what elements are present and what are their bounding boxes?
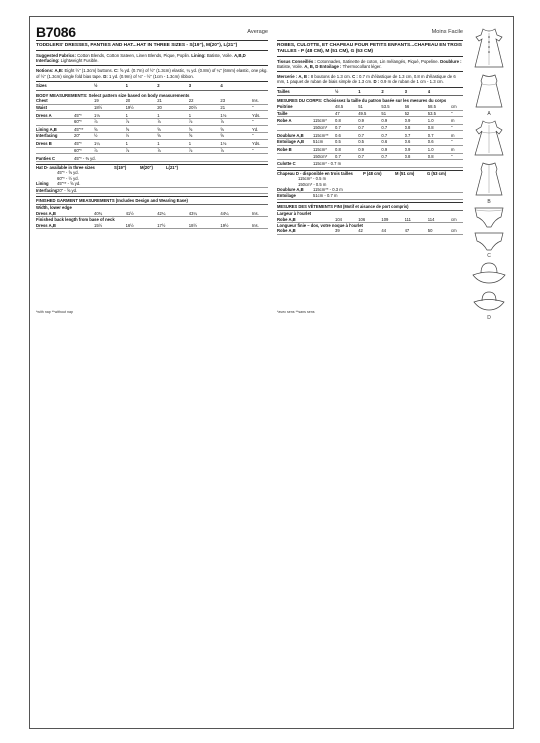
french-column — [277, 25, 463, 235]
notions-text: Notions: A,B: Eight ½" (1.3cm) buttons. C: ⅝ yd. (0.7m) of ½" (1.3cm) elastic, ¼ yd. (0.8m) of ¼" (6mm) elastic, one pkg. of ½" (1.3cm) single fold bias tape. D: 1 yd. (0.9m) of ⅛" - ½" (1cm - 1.3cm) ribbon. — [36, 67, 268, 79]
title-divider — [36, 40, 268, 41]
table-row: 60"* ⅞ ⅞ ⅞ ⅞ ⅞ " — [36, 147, 268, 153]
yardage-table — [36, 98, 268, 162]
table-row: Robe A 115cm* 0.8 0.9 0.9 0.9 1.0 m — [277, 116, 463, 124]
dress-a-back-sketch — [469, 71, 509, 111]
view-label-d: D — [487, 315, 491, 321]
table-row: Culotte C 115cm* - 0.7 m — [277, 159, 463, 167]
hat-yardage: 60"* - ½ yd. — [57, 175, 79, 181]
finished-measurements-header: MESURES DES VÊTEMENTS FINI (Motif et aisance de port compris) — [277, 202, 463, 211]
dress-a-front-sketch — [469, 25, 509, 71]
yardage-table — [277, 104, 463, 168]
hat-table: Chapeau D - disponible en trois tailles P (48 cm) M (51 cm) G (53 cm) — [277, 170, 463, 176]
pattern-envelope-back — [29, 16, 514, 729]
panties-c-back-sketch — [469, 231, 509, 253]
dress-b-front-sketch — [469, 117, 509, 159]
pattern-title: TODDLERS' DRESSES, PANTIES AND HAT...HAT IN THREE SIZES - S(19"), M(20"), L(21") — [36, 43, 238, 48]
finished-measurements-header: FINISHED GARMENT MEASUREMENTS (Includes Design and Wearing Ease) — [36, 196, 268, 205]
hat-d-sketch — [469, 259, 509, 289]
dress-b-back-sketch — [469, 159, 509, 199]
footnote: *with nap **without nap — [36, 310, 73, 314]
view-label-c: C — [487, 253, 491, 259]
table-row: Dress A,B 40¾ 41½ 42¼ 43¼ 44¼ Ins. — [36, 211, 268, 217]
hat-yardage: 150cm* - 0.5 m — [298, 181, 327, 187]
table-row: Taille 47 49.5 51 52 53.5 " — [277, 110, 463, 116]
title-divider — [277, 40, 463, 41]
fabrics-text: Tissus Conseillés : Cotonnades, Satinette de coton, Lin mélangés, Piqué, Popeline. Doublure : Batiste, Voile. A, B, D Entoilage : Thermocollant léger. — [277, 58, 462, 70]
hat-yardage: 45"* - ⅝ yd. — [57, 170, 79, 176]
hat-table: Hat D- available in three sizes S(19") M(20") L(21") — [36, 164, 268, 170]
width-lower-edge-label: Largeur à l'ourlet — [277, 210, 312, 216]
body-measurements-header: BODY MEASUREMENTS: Select pattern size based on body measurements — [36, 92, 190, 98]
hat-d-back-sketch — [469, 289, 509, 315]
pattern-number: B7086 — [36, 24, 76, 40]
hat-lining-table: Lining 45"** - ⅝ yd. Interfacing 20" - ⅝ yd. — [36, 181, 268, 194]
fabrics-text: Suggested Fabrics: Cotton Blends, Cotton Sateen, Linen Blends, Pique, Poplin. Lining: Batiste, Voile. A,B,D Interfacing: Lightweight Fusible. — [36, 52, 246, 64]
view-sketches — [466, 25, 512, 321]
table-row: Dress A,B 15½ 16½ 17½ 18½ 19½ Ins. — [36, 223, 268, 229]
pattern-title: ROBES, CULOTTE, ET CHAPEAU POUR PETITS ENFANTS...CHAPEAU EN TROIS TAILLES - P (48 CM), M (51 CM), G (53 CM) — [277, 43, 462, 54]
divider — [277, 56, 463, 57]
table-row: 150cm* 0.7 0.7 0.7 0.8 0.8 " — [277, 153, 463, 159]
sizes-row: Tailles ½ 1 2 3 4 — [277, 87, 463, 96]
view-label-b: B — [487, 199, 491, 205]
hat-yardage: 115cm* - 0.5 m — [298, 176, 327, 182]
difficulty-level: Average — [247, 29, 268, 35]
table-row: 150cm* 0.7 0.7 0.7 0.8 0.8 " — [277, 124, 463, 130]
table-row: Dress B 45"* 1¼ 1 1 1 1⅛ Yds. — [36, 139, 268, 147]
panties-c-sketch — [469, 205, 509, 231]
body-measurements-header: MESURES DU CORPS: Choisissez la taille du patron basée sur les mesures du corps — [277, 98, 447, 104]
finished-table: Dress A,B 40¾ 41½ 42¼ 43¼ 44¼ Ins. Finished back length from base of neck Dress A,B 15½ 16½ 17½ 18½ 19½ Ins. — [36, 211, 268, 229]
table-row: Robe B 115cm* 0.8 0.9 0.9 0.9 1.0 m — [277, 145, 463, 153]
table-row: Chest 19 20 21 22 23 Ins. — [36, 98, 268, 104]
table-row: Entoilage A,B 51cm 0.5 0.5 0.6 0.6 0.6 " — [277, 139, 463, 145]
finished-table: Robe A,B 104 106 109 111 114 cm Longueur finie – dos, votre noque à l'ourlet Robe A,B 39 42 44 47 50 cm — [277, 217, 463, 235]
table-row: Poitrine 48.5 51 53.5 56 58.5 cm — [277, 104, 463, 110]
divider — [36, 65, 268, 66]
sizes-row: Sizes ½ 1 2 3 4 — [36, 81, 268, 90]
table-row: Dress A 45"* 1⅛ 1 1 1 1⅛ Yds. — [36, 111, 268, 119]
table-row: Waist 18½ 19½ 20 20½ 21 " — [36, 104, 268, 110]
footnote: *avec sens **sans sens — [277, 310, 315, 314]
hat-lining-table: Doublure A,B 115cm** - 0.3 m Entoilage 51cm - 0.7 m — [277, 187, 463, 200]
table-row: Panties C 45"* - ⅜ yd. — [36, 154, 268, 162]
divider — [277, 71, 463, 72]
table-row: Robe A,B 39 42 44 47 50 cm — [277, 228, 463, 234]
table-row: Robe A,B 104 106 109 111 114 cm — [277, 217, 463, 223]
english-column — [36, 25, 268, 229]
view-label-a: A — [487, 111, 491, 117]
table-row: Doublure A,B 115cm** 0.6 0.7 0.7 0.7 0.7 m — [277, 131, 463, 139]
width-lower-edge-label: Width, lower edge — [36, 205, 72, 211]
notions-text: Mercerie : A, B : 8 boutons de 1.3 cm. C : 0.7 m d'élastique de 1.3 cm, 0.8 m d'élastique de 6 mm, 1 paquet de ruban de biais simple de 1.3 cm. D : 0.9 m de ruban de 1 cm - 1.3 cm. — [277, 73, 456, 85]
table-row: Lining A,B 45"** ⅝ ⅝ ⅝ ⅝ ⅝ Yd. — [36, 125, 268, 133]
difficulty-level: Moins Facile — [431, 29, 463, 35]
table-row: Interfacing 20" ½ ½ ⅝ ⅝ ⅝ " — [36, 133, 268, 139]
divider — [36, 50, 268, 51]
table-row: 60"* ⅞ ⅞ ⅞ ⅞ ⅞ " — [36, 119, 268, 125]
